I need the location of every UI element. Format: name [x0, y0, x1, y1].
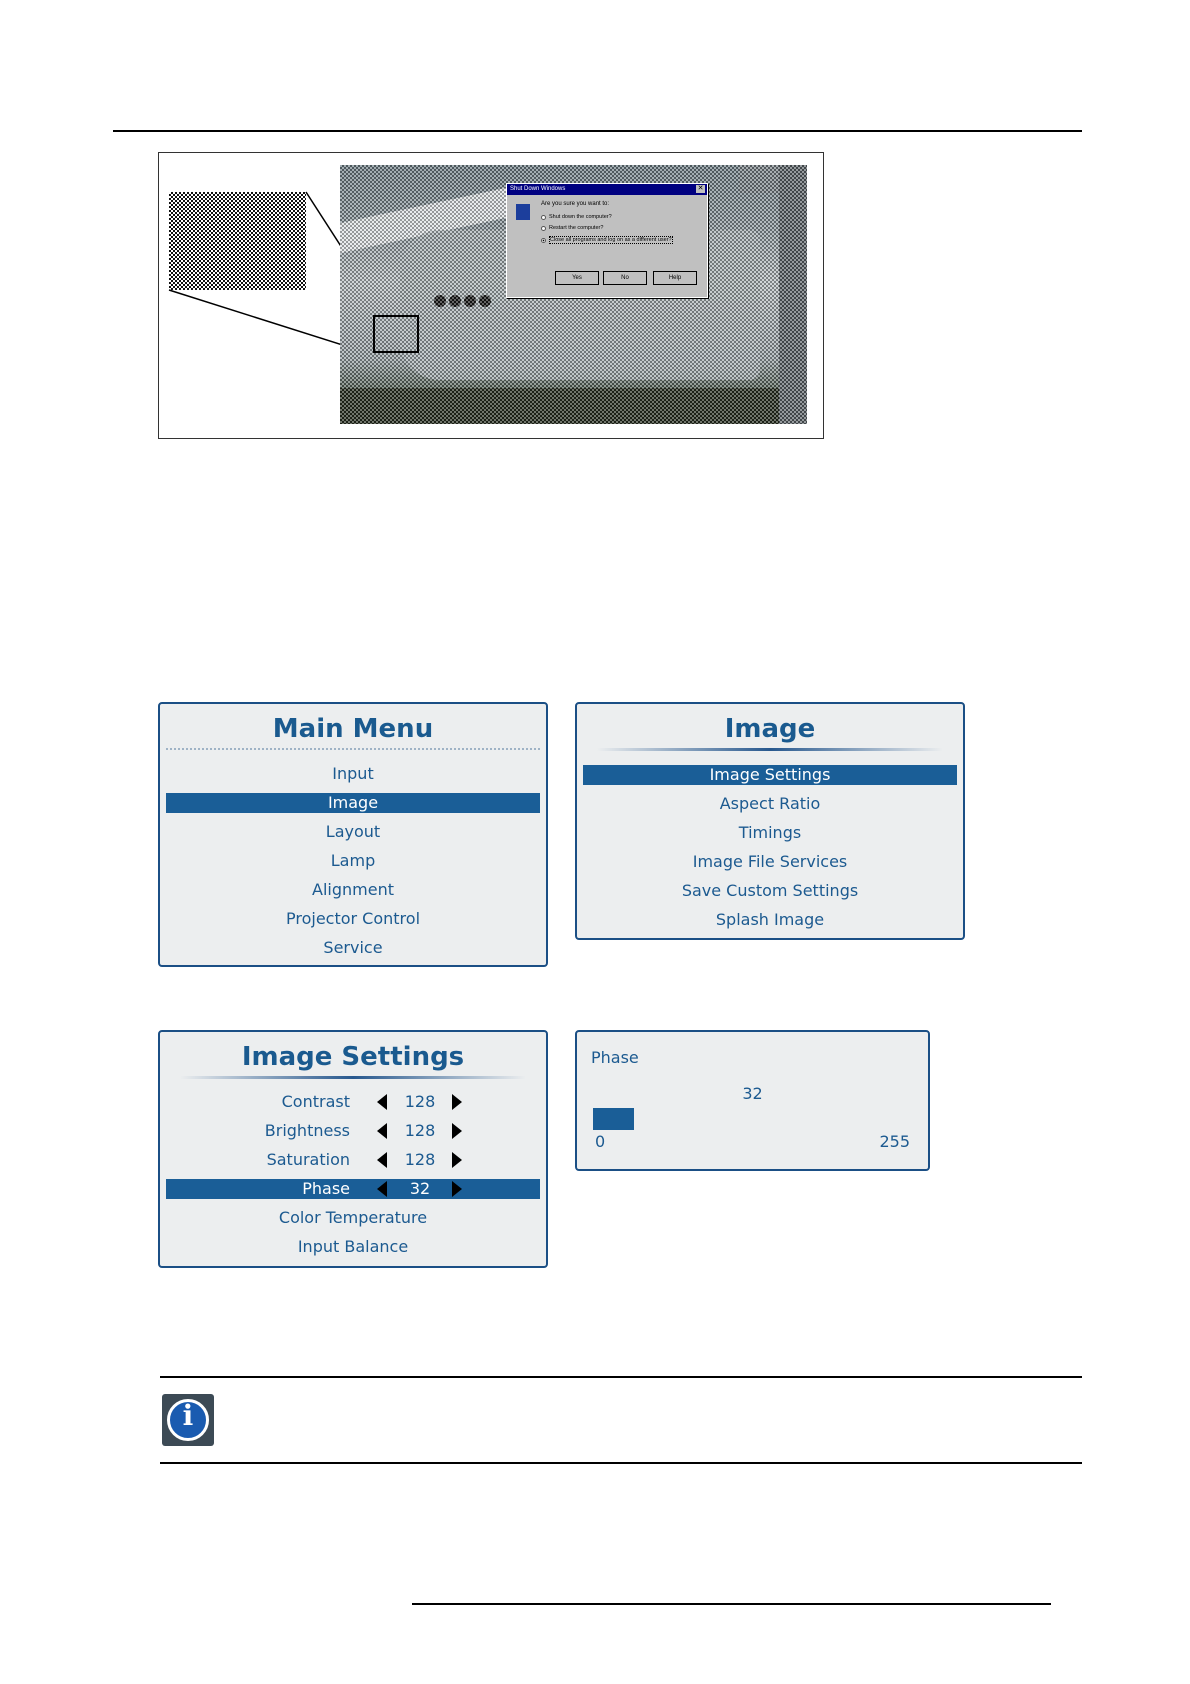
menu-item-image[interactable]: Image	[166, 793, 540, 813]
arrow-right-icon[interactable]	[452, 1123, 462, 1139]
setting-label: Phase	[302, 1179, 350, 1198]
title-separator	[166, 748, 540, 750]
dialog-question: Are you sure you want to:	[541, 201, 610, 207]
header-rule	[113, 130, 1082, 132]
footer-rule	[412, 1603, 1051, 1605]
phase-slider[interactable]	[593, 1108, 911, 1130]
menu-item-input[interactable]: Input	[332, 764, 374, 783]
image-menu-title: Image	[724, 714, 816, 744]
setting-label: Brightness	[264, 1121, 350, 1140]
menu-item-lamp[interactable]: Lamp	[330, 851, 376, 870]
menu-item-splash-image[interactable]: Splash Image	[715, 910, 825, 929]
pattern-figure	[158, 152, 824, 439]
arrow-right-icon[interactable]	[452, 1094, 462, 1110]
radio-icon[interactable]	[541, 226, 546, 231]
arrow-left-icon[interactable]	[377, 1181, 387, 1197]
menu-item-save-custom-settings[interactable]: Save Custom Settings	[681, 881, 859, 900]
note-top-rule	[160, 1376, 1082, 1378]
arrow-left-icon[interactable]	[377, 1094, 387, 1110]
setting-row-saturation[interactable]	[166, 1150, 540, 1170]
menu-item-layout[interactable]: Layout	[325, 822, 381, 841]
phase-label: Phase	[591, 1048, 639, 1067]
setting-row-brightness[interactable]	[166, 1121, 540, 1141]
phase-value: 32	[742, 1084, 763, 1103]
help-button[interactable]: Help	[653, 271, 697, 285]
close-icon[interactable]: ✕	[697, 185, 704, 192]
menu-item-service[interactable]: Service	[323, 938, 383, 957]
image-settings-title: Image Settings	[241, 1042, 465, 1072]
option-logoff[interactable]: Close all programs and log on as a different user?	[541, 236, 673, 244]
info-icon: i	[162, 1394, 214, 1446]
no-button[interactable]: No	[603, 271, 647, 285]
title-separator	[180, 1076, 526, 1079]
radio-icon[interactable]	[541, 215, 546, 220]
setting-value: 32	[409, 1179, 431, 1198]
arrow-right-icon[interactable]	[452, 1181, 462, 1197]
setting-value: 128	[404, 1121, 436, 1140]
main-menu-title: Main Menu	[272, 714, 434, 744]
zoom-region-marker	[373, 315, 419, 353]
menu-item-timings[interactable]: Timings	[738, 823, 802, 842]
yes-button[interactable]: Yes	[555, 271, 599, 285]
shutdown-dialog	[506, 183, 708, 298]
arrow-left-icon[interactable]	[377, 1152, 387, 1168]
menu-item-projector-control[interactable]: Projector Control	[285, 909, 421, 928]
image-menu-panel	[575, 702, 965, 940]
desktop-screenshot	[340, 165, 807, 424]
arrow-left-icon[interactable]	[377, 1123, 387, 1139]
menu-item-input-balance[interactable]: Input Balance	[297, 1237, 409, 1256]
radio-selected-icon[interactable]	[541, 238, 546, 243]
setting-row-contrast[interactable]	[166, 1092, 540, 1112]
image-settings-panel	[158, 1030, 548, 1268]
setting-label: Saturation	[266, 1150, 350, 1169]
title-separator	[597, 748, 943, 751]
windows-logo-icon	[516, 204, 530, 220]
setting-row-phase[interactable]	[166, 1179, 540, 1199]
menu-item-color-temperature[interactable]: Color Temperature	[278, 1208, 428, 1227]
phase-panel	[575, 1030, 930, 1171]
menu-item-aspect-ratio[interactable]: Aspect Ratio	[719, 794, 821, 813]
option-restart[interactable]: Restart the computer?	[541, 225, 603, 231]
main-menu-panel	[158, 702, 548, 967]
option-shutdown[interactable]: Shut down the computer?	[541, 214, 612, 220]
arrow-right-icon[interactable]	[452, 1152, 462, 1168]
phase-min: 0	[595, 1132, 606, 1151]
dialog-title: Shut Down Windows ✕	[507, 184, 707, 195]
setting-value: 128	[404, 1092, 436, 1111]
setting-label: Contrast	[281, 1092, 350, 1111]
menu-item-image-file-services[interactable]: Image File Services	[692, 852, 848, 871]
menu-item-image-settings[interactable]: Image Settings	[583, 765, 957, 785]
setting-value: 128	[404, 1150, 436, 1169]
phase-slider-fill	[593, 1108, 634, 1130]
phase-max: 255	[879, 1132, 910, 1151]
menu-item-alignment[interactable]: Alignment	[312, 880, 394, 899]
note-bottom-rule	[160, 1462, 1082, 1464]
